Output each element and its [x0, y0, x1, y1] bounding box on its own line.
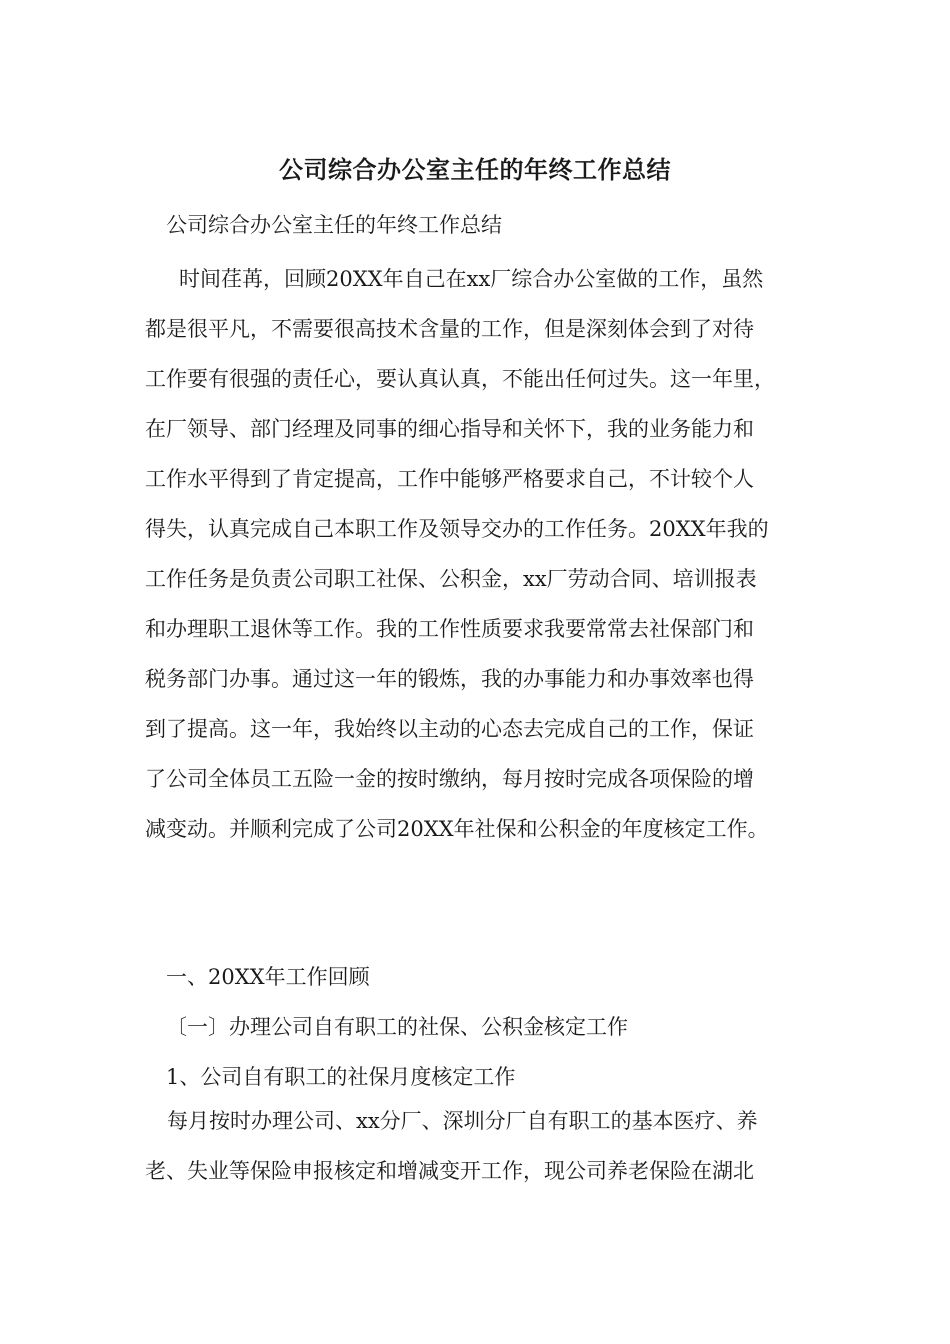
paragraph-line: 减变动。并顺利完成了公司20XX年社保和公积金的年度核定工作。 [145, 817, 769, 841]
paragraph-line: 得失，认真完成自己本职工作及领导交办的工作任务。20XX年我的 [145, 517, 769, 541]
paragraph-line: 每月按时办理公司、xx分厂、深圳分厂自有职工的基本医疗、养 [167, 1109, 758, 1133]
section-headings [166, 952, 628, 1102]
paragraph-line: 工作水平得到了肯定提高，工作中能够严格要求自己，不计较个人 [145, 467, 754, 491]
paragraph-line: 税务部门办事。通过这一年的锻炼，我的办事能力和办事效率也得 [145, 667, 754, 691]
item-heading: 1、公司自有职工的社保月度核定工作 [166, 1065, 516, 1089]
paragraph-line: 工作要有很强的责任心，要认真认真，不能出任何过失。这一年里， [145, 367, 775, 391]
paragraph-line: 时间荏苒，回顾20XX年自己在xx厂综合办公室做的工作，虽然 [179, 267, 764, 291]
paragraph-line: 在厂领导、部门经理及同事的细心指导和关怀下，我的业务能力和 [145, 417, 754, 441]
document-subtitle: 公司综合办公室主任的年终工作总结 [166, 213, 502, 237]
paragraph-line: 到了提高。这一年，我始终以主动的心态去完成自己的工作，保证 [145, 717, 754, 741]
subsection-heading: 〔一〕办理公司自有职工的社保、公积金核定工作 [166, 1015, 628, 1039]
document-title: 公司综合办公室主任的年终工作总结 [279, 155, 671, 184]
paragraph-line: 都是很平凡，不需要很高技术含量的工作，但是深刻体会到了对待 [145, 317, 754, 341]
intro-paragraph [145, 254, 823, 854]
paragraph-line: 和办理职工退休等工作。我的工作性质要求我要常常去社保部门和 [145, 617, 754, 641]
paragraph-line: 工作任务是负责公司职工社保、公积金，xx厂劳动合同、培训报表 [145, 567, 757, 591]
item-paragraph [145, 1096, 823, 1196]
paragraph-line: 了公司全体员工五险一金的按时缴纳，每月按时完成各项保险的增 [145, 767, 754, 791]
paragraph-line: 老、失业等保险申报核定和增减变开工作，现公司养老保险在湖北 [145, 1159, 754, 1183]
section-heading: 一、20XX年工作回顾 [166, 965, 370, 989]
